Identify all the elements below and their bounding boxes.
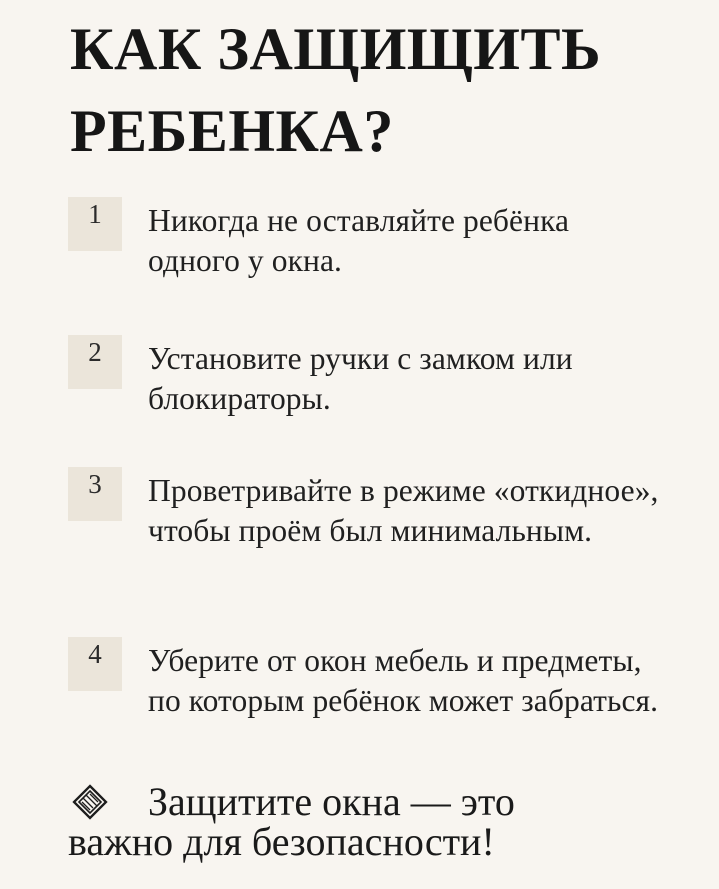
page-title-line-2: РЕБЕНКА? bbox=[70, 98, 394, 164]
tip-number-badge: 3 bbox=[68, 467, 122, 521]
safety-message-line-2: важно для безопасности! bbox=[68, 819, 495, 864]
page-title-line-1: КАК ЗАЩИЩИТЬ bbox=[70, 16, 602, 82]
page-title bbox=[70, 8, 601, 172]
tip-number-badge: 4 bbox=[68, 637, 122, 691]
tip-number-badge: 2 bbox=[68, 335, 122, 389]
diamond-icon bbox=[72, 784, 108, 820]
tip-text: Проветривайте в режиме «откидное», чтобы проём был минимальным. bbox=[148, 473, 659, 548]
tip-text: Уберите от окон мебель и предметы, по которым ребёнок может забраться. bbox=[148, 643, 659, 718]
tip-number-badge: 1 bbox=[68, 197, 122, 251]
tip-text: Никогда не оставляйте ребёнка одного у окна. bbox=[148, 203, 570, 278]
safety-message-line-1: Защитите окна — это bbox=[148, 779, 515, 824]
tip-text: Установите ручки с замком или блокираторы. bbox=[148, 341, 573, 416]
